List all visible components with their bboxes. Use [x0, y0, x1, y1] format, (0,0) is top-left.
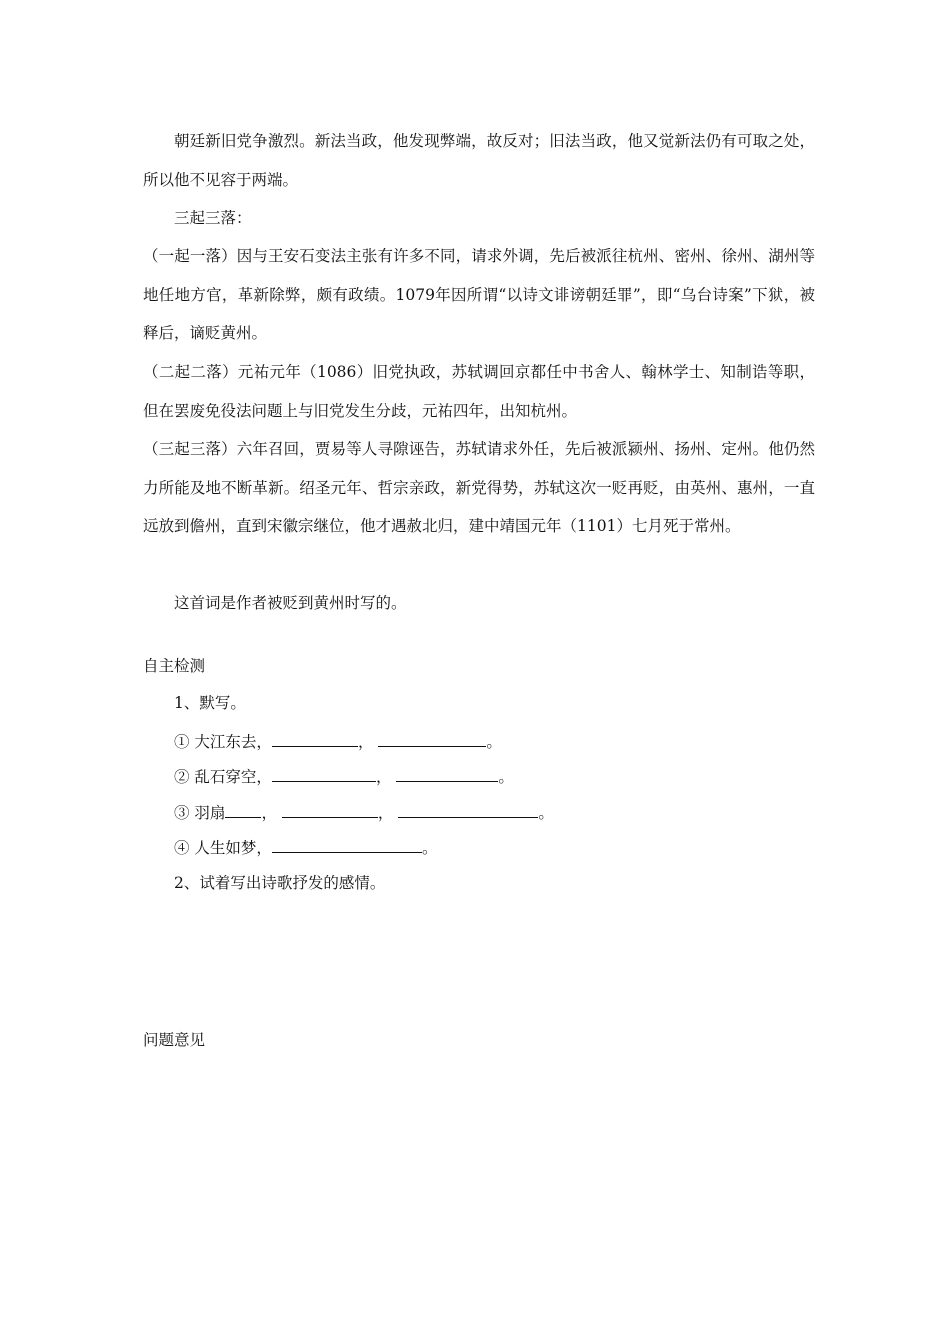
terminator: 。: [421, 839, 438, 857]
separator: ，: [357, 733, 374, 751]
background-paragraph-5: 这首词是作者被贬到黄州时写的。: [174, 594, 407, 612]
feedback-heading: 问题意见: [143, 1031, 206, 1049]
dictation-item-3: [174, 801, 554, 823]
dictation-prefix: ② 乱石穿空，: [174, 768, 272, 786]
self-check-heading: 自主检测: [143, 657, 206, 675]
dictation-item-2: [174, 765, 514, 787]
separator: ，: [261, 804, 277, 822]
answer-blank[interactable]: [398, 801, 538, 818]
separator: ，: [375, 768, 392, 786]
answer-blank[interactable]: [272, 765, 376, 782]
background-paragraph-2: （一起一落）因与王安石变法主张有许多不同，请求外调，先后被派往杭州、密州、徐州、湖州等地任地方官，革新除弊，颇有政绩。1079年因所谓“以诗文诽谤朝廷罪”，即“乌台诗案”下狱，被释后，谪贬黄州。: [143, 247, 815, 342]
question-2: 2、试着写出诗歌抒发的感情。: [174, 874, 386, 892]
answer-blank[interactable]: [272, 836, 422, 853]
dictation-item-1: [174, 730, 502, 752]
terminator: 。: [486, 733, 502, 751]
dictation-prefix: ③ 羽扇: [174, 804, 226, 822]
answer-blank[interactable]: [378, 730, 486, 747]
background-paragraph-4: （三起三落）六年召回，贾易等人寻隙诬告，苏轼请求外任，先后被派颍州、扬州、定州。他仍然力所能及地不断革新。绍圣元年、哲宗亲政，新党得势，苏轼这次一贬再贬，由英州、惠州，一直远放到儋州，直到宋徽宗继位，他才遇赦北归，建中靖国元年（1101）七月死于常州。: [143, 440, 815, 535]
question-1: 1、默写。: [174, 694, 246, 712]
terminator: 。: [538, 804, 554, 822]
terminator: 。: [498, 768, 514, 786]
answer-blank[interactable]: [272, 730, 358, 747]
answer-blank[interactable]: [225, 801, 261, 818]
background-paragraph-3: （二起二落）元祐元年（1086）旧党执政，苏轼调回京都任中书舍人、翰林学士、知制诰等职，但在罢废免役法问题上与旧党发生分歧，元祐四年，出知杭州。: [143, 363, 815, 420]
background-paragraph-1: 朝廷新旧党争激烈。新法当政，他发现弊端，故反对；旧法当政，他又觉新法仍有可取之处，所以他不见容于两端。: [143, 132, 815, 189]
dictation-item-4: [174, 836, 437, 858]
subheading-three-rises: 三起三落：: [174, 209, 252, 227]
dictation-prefix: ④ 人生如梦，: [174, 839, 272, 857]
answer-blank[interactable]: [282, 801, 378, 818]
dictation-prefix: ① 大江东去，: [174, 733, 272, 751]
separator: ，: [377, 804, 394, 822]
answer-blank[interactable]: [396, 765, 498, 782]
